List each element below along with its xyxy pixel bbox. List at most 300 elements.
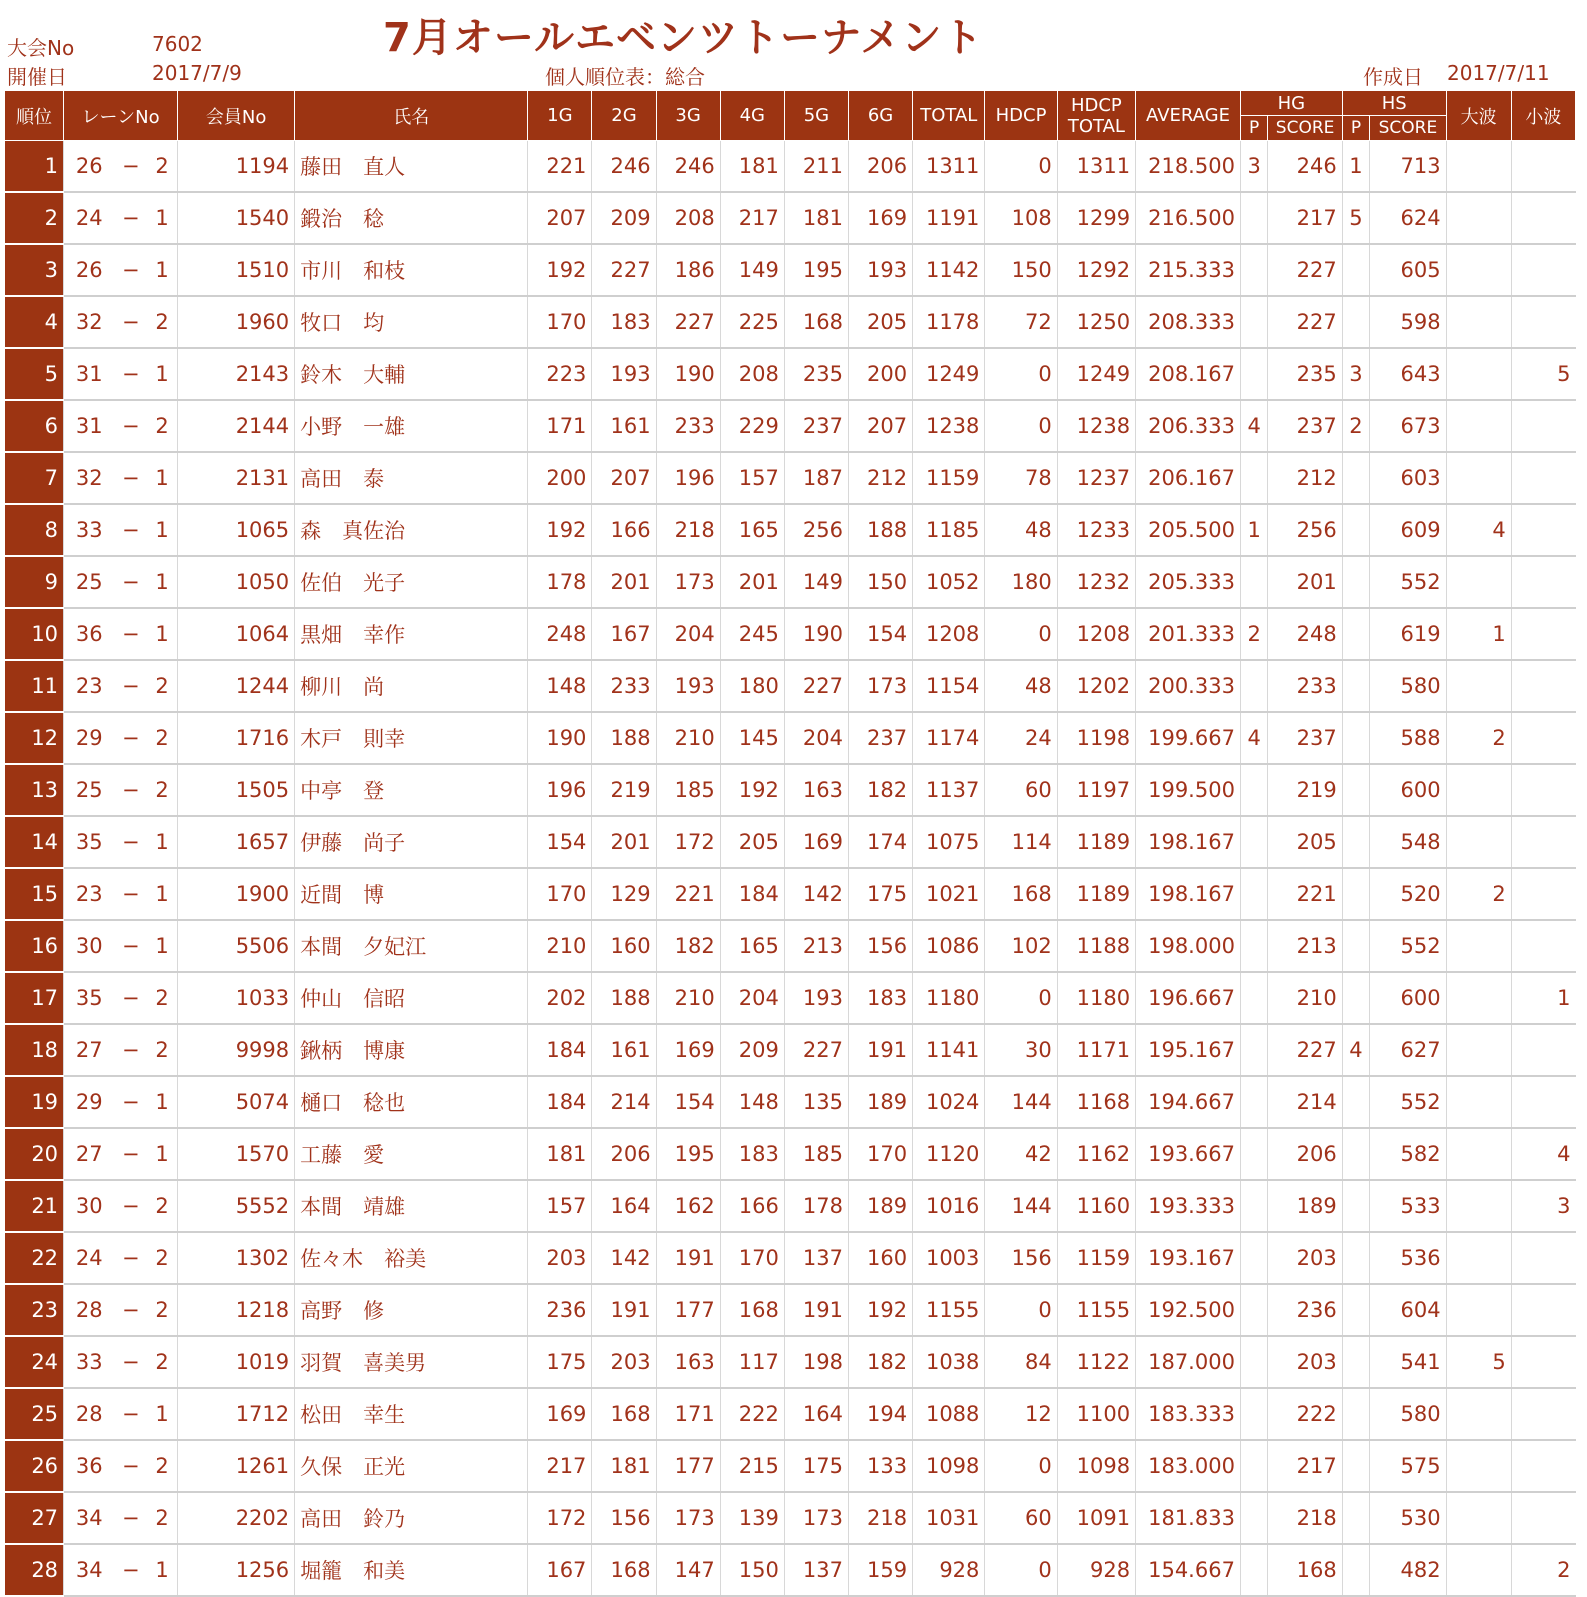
cell-g6: 133	[848, 1440, 912, 1492]
cell-hs-p	[1342, 452, 1369, 504]
cell-big-wave: 2	[1446, 868, 1511, 920]
cell-hdcp-total: 1189	[1057, 816, 1135, 868]
cell-g1: 200	[528, 452, 592, 504]
cell-hs-score: 600	[1370, 972, 1446, 1024]
cell-big-wave	[1446, 348, 1511, 400]
cell-lane: 34	[64, 1544, 115, 1596]
cell-g1: 196	[528, 764, 592, 816]
cell-hg-p	[1240, 296, 1267, 348]
cell-hdcp-total: 1171	[1057, 1024, 1135, 1076]
cell-name: 伊藤 尚子	[295, 816, 528, 868]
cell-g1: 170	[528, 868, 592, 920]
cell-hg-score: 203	[1268, 1336, 1342, 1388]
cell-lane-sub: 2	[147, 660, 178, 712]
lane-separator: −	[114, 1440, 147, 1492]
cell-name: 本間 夕妃江	[295, 920, 528, 972]
table-row	[5, 660, 1576, 712]
cell-hs-p	[1342, 244, 1369, 296]
cell-hs-score: 552	[1370, 1076, 1446, 1128]
cell-g2: 227	[592, 244, 656, 296]
cell-big-wave	[1446, 1544, 1511, 1596]
cell-g6: 169	[848, 192, 912, 244]
cell-hg-p	[1240, 1492, 1267, 1544]
table-row	[5, 1544, 1576, 1596]
table-row	[5, 348, 1576, 400]
cell-hs-score: 673	[1370, 400, 1446, 452]
cell-member-no: 1510	[178, 244, 295, 296]
cell-lane-sub: 1	[147, 1076, 178, 1128]
col-game-3: 3G	[656, 91, 720, 141]
cell-hdcp: 30	[985, 1024, 1057, 1076]
cell-rank: 23	[5, 1284, 64, 1336]
cell-g5: 227	[784, 1024, 848, 1076]
cell-lane-sub: 1	[147, 868, 178, 920]
cell-hs-p	[1342, 764, 1369, 816]
table-row	[5, 1128, 1576, 1180]
cell-hg-p	[1240, 1388, 1267, 1440]
col-hdcp-total	[1057, 91, 1135, 141]
cell-hs-p	[1342, 1336, 1369, 1388]
cell-g6: 205	[848, 296, 912, 348]
cell-hs-score: 713	[1370, 141, 1446, 193]
cell-small-wave	[1511, 660, 1575, 712]
cell-g5: 213	[784, 920, 848, 972]
cell-g5: 211	[784, 141, 848, 193]
cell-total: 1016	[913, 1180, 985, 1232]
cell-rank: 19	[5, 1076, 64, 1128]
cell-g5: 142	[784, 868, 848, 920]
table-row	[5, 1024, 1576, 1076]
cell-g6: 182	[848, 764, 912, 816]
cell-hg-p: 1	[1240, 504, 1267, 556]
cell-g1: 202	[528, 972, 592, 1024]
cell-g5: 198	[784, 1336, 848, 1388]
cell-member-no: 1540	[178, 192, 295, 244]
cell-total: 1154	[913, 660, 985, 712]
tournament-no: 7602	[152, 32, 203, 56]
cell-lane: 32	[64, 452, 115, 504]
cell-hdcp-total: 1159	[1057, 1232, 1135, 1284]
cell-big-wave	[1446, 1076, 1511, 1128]
col-game-5: 5G	[784, 91, 848, 141]
cell-g1: 203	[528, 1232, 592, 1284]
cell-g4: 145	[720, 712, 784, 764]
cell-g6: 188	[848, 504, 912, 556]
table-row	[5, 1180, 1576, 1232]
cell-g3: 196	[656, 452, 720, 504]
lane-separator: −	[114, 192, 147, 244]
cell-g3: 154	[656, 1076, 720, 1128]
cell-hs-score: 643	[1370, 348, 1446, 400]
cell-rank: 26	[5, 1440, 64, 1492]
cell-average: 193.167	[1136, 1232, 1241, 1284]
cell-member-no: 2202	[178, 1492, 295, 1544]
table-row	[5, 608, 1576, 660]
cell-hg-p	[1240, 244, 1267, 296]
cell-hg-score: 217	[1268, 192, 1342, 244]
col-member-no: 会員No	[178, 91, 295, 141]
cell-g4: 222	[720, 1388, 784, 1440]
cell-rank: 8	[5, 504, 64, 556]
cell-member-no: 5074	[178, 1076, 295, 1128]
report-type: 個人順位表：総合	[545, 65, 705, 89]
cell-g6: 192	[848, 1284, 912, 1336]
cell-g4: 209	[720, 1024, 784, 1076]
cell-member-no: 5506	[178, 920, 295, 972]
cell-g5: 178	[784, 1180, 848, 1232]
cell-g4: 217	[720, 192, 784, 244]
cell-small-wave	[1511, 764, 1575, 816]
col-lane: レーンNo	[64, 91, 178, 141]
cell-hg-score: 168	[1268, 1544, 1342, 1596]
cell-g6: 212	[848, 452, 912, 504]
cell-hs-score: 552	[1370, 556, 1446, 608]
cell-hdcp: 0	[985, 608, 1057, 660]
cell-hdcp: 0	[985, 1440, 1057, 1492]
cell-g2: 181	[592, 1440, 656, 1492]
table-row	[5, 244, 1576, 296]
cell-hg-score: 237	[1268, 400, 1342, 452]
cell-hdcp-total: 1299	[1057, 192, 1135, 244]
cell-rank: 24	[5, 1336, 64, 1388]
cell-hg-score: 233	[1268, 660, 1342, 712]
cell-small-wave	[1511, 192, 1575, 244]
cell-g4: 225	[720, 296, 784, 348]
cell-g5: 149	[784, 556, 848, 608]
cell-hg-score: 246	[1268, 141, 1342, 193]
cell-small-wave	[1511, 1284, 1575, 1336]
cell-lane-sub: 2	[147, 764, 178, 816]
cell-lane: 29	[64, 712, 115, 764]
cell-hg-p	[1240, 660, 1267, 712]
cell-g3: 173	[656, 556, 720, 608]
cell-g5: 173	[784, 1492, 848, 1544]
cell-lane: 36	[64, 608, 115, 660]
cell-lane-sub: 1	[147, 452, 178, 504]
cell-hs-score: 619	[1370, 608, 1446, 660]
cell-name: 鍛治 稔	[295, 192, 528, 244]
cell-g2: 209	[592, 192, 656, 244]
cell-g5: 163	[784, 764, 848, 816]
cell-member-no: 9998	[178, 1024, 295, 1076]
cell-hg-score: 227	[1268, 296, 1342, 348]
cell-g5: 204	[784, 712, 848, 764]
cell-hs-score: 627	[1370, 1024, 1446, 1076]
cell-hdcp: 78	[985, 452, 1057, 504]
cell-big-wave	[1446, 192, 1511, 244]
cell-rank: 15	[5, 868, 64, 920]
cell-average: 206.167	[1136, 452, 1241, 504]
cell-hs-score: 624	[1370, 192, 1446, 244]
cell-hdcp: 0	[985, 972, 1057, 1024]
lane-separator: −	[114, 972, 147, 1024]
cell-hg-p	[1240, 764, 1267, 816]
cell-g5: 168	[784, 296, 848, 348]
cell-g4: 208	[720, 348, 784, 400]
cell-rank: 27	[5, 1492, 64, 1544]
lane-separator: −	[114, 1544, 147, 1596]
cell-g5: 235	[784, 348, 848, 400]
cell-big-wave	[1446, 296, 1511, 348]
cell-hdcp-total: 1189	[1057, 868, 1135, 920]
cell-hdcp-total: 1091	[1057, 1492, 1135, 1544]
cell-average: 187.000	[1136, 1336, 1241, 1388]
cell-rank: 3	[5, 244, 64, 296]
cell-hg-score: 227	[1268, 244, 1342, 296]
cell-hdcp: 144	[985, 1076, 1057, 1128]
cell-hg-p: 4	[1240, 400, 1267, 452]
cell-total: 1155	[913, 1284, 985, 1336]
cell-g2: 233	[592, 660, 656, 712]
cell-hg-score: 205	[1268, 816, 1342, 868]
cell-small-wave	[1511, 1440, 1575, 1492]
cell-g2: 161	[592, 1024, 656, 1076]
cell-g3: 171	[656, 1388, 720, 1440]
cell-small-wave	[1511, 920, 1575, 972]
cell-g4: 201	[720, 556, 784, 608]
cell-small-wave	[1511, 296, 1575, 348]
cell-g1: 181	[528, 1128, 592, 1180]
cell-g6: 193	[848, 244, 912, 296]
cell-hdcp: 150	[985, 244, 1057, 296]
cell-rank: 22	[5, 1232, 64, 1284]
cell-rank: 20	[5, 1128, 64, 1180]
cell-lane: 30	[64, 1180, 115, 1232]
cell-lane-sub: 2	[147, 1180, 178, 1232]
cell-g3: 190	[656, 348, 720, 400]
cell-hs-p	[1342, 1128, 1369, 1180]
table-row	[5, 972, 1576, 1024]
cell-rank: 10	[5, 608, 64, 660]
cell-g2: 201	[592, 556, 656, 608]
cell-g6: 173	[848, 660, 912, 712]
cell-total: 1052	[913, 556, 985, 608]
lane-separator: −	[114, 452, 147, 504]
table-row	[5, 816, 1576, 868]
cell-hg-score: 203	[1268, 1232, 1342, 1284]
cell-small-wave: 4	[1511, 1128, 1575, 1180]
cell-name: 藤田 直人	[295, 141, 528, 193]
cell-hs-p: 5	[1342, 192, 1369, 244]
cell-lane-sub: 2	[147, 1024, 178, 1076]
cell-g1: 236	[528, 1284, 592, 1336]
cell-hs-score: 541	[1370, 1336, 1446, 1388]
cell-lane-sub: 1	[147, 1128, 178, 1180]
cell-name: 森 真佐治	[295, 504, 528, 556]
cell-small-wave	[1511, 868, 1575, 920]
cell-g1: 248	[528, 608, 592, 660]
cell-hdcp-total: 928	[1057, 1544, 1135, 1596]
cell-hg-p	[1240, 1076, 1267, 1128]
cell-average: 201.333	[1136, 608, 1241, 660]
cell-g1: 190	[528, 712, 592, 764]
cell-hs-p	[1342, 1180, 1369, 1232]
cell-g4: 245	[720, 608, 784, 660]
cell-g3: 147	[656, 1544, 720, 1596]
cell-lane: 35	[64, 972, 115, 1024]
cell-hs-p: 2	[1342, 400, 1369, 452]
cell-g4: 168	[720, 1284, 784, 1336]
cell-hg-score: 221	[1268, 868, 1342, 920]
cell-hs-p	[1342, 1492, 1369, 1544]
cell-total: 1238	[913, 400, 985, 452]
cell-hg-score: 201	[1268, 556, 1342, 608]
lane-separator: −	[114, 660, 147, 712]
cell-small-wave	[1511, 816, 1575, 868]
cell-name: 木戸 則幸	[295, 712, 528, 764]
cell-g6: 150	[848, 556, 912, 608]
cell-hdcp: 102	[985, 920, 1057, 972]
col-hs-score: SCORE	[1370, 116, 1446, 141]
cell-g2: 188	[592, 712, 656, 764]
cell-big-wave	[1446, 1024, 1511, 1076]
cell-hs-score: 530	[1370, 1492, 1446, 1544]
cell-lane: 28	[64, 1388, 115, 1440]
cell-small-wave	[1511, 400, 1575, 452]
cell-g2: 214	[592, 1076, 656, 1128]
cell-average: 183.333	[1136, 1388, 1241, 1440]
cell-g6: 154	[848, 608, 912, 660]
cell-name: 黒畑 幸作	[295, 608, 528, 660]
table-row	[5, 192, 1576, 244]
cell-hdcp-total: 1188	[1057, 920, 1135, 972]
cell-g5: 237	[784, 400, 848, 452]
cell-hg-score: 227	[1268, 1024, 1342, 1076]
cell-member-no: 1065	[178, 504, 295, 556]
cell-big-wave	[1446, 1284, 1511, 1336]
created-label: 作成日	[1363, 65, 1423, 89]
cell-small-wave: 1	[1511, 972, 1575, 1024]
cell-total: 928	[913, 1544, 985, 1596]
cell-g5: 175	[784, 1440, 848, 1492]
cell-hs-p: 3	[1342, 348, 1369, 400]
cell-g6: 160	[848, 1232, 912, 1284]
lane-separator: −	[114, 1232, 147, 1284]
cell-big-wave	[1446, 1440, 1511, 1492]
cell-lane-sub: 1	[147, 556, 178, 608]
cell-g3: 185	[656, 764, 720, 816]
col-hs: HS	[1342, 91, 1446, 116]
cell-hdcp-total: 1160	[1057, 1180, 1135, 1232]
cell-lane: 29	[64, 1076, 115, 1128]
cell-hs-score: 536	[1370, 1232, 1446, 1284]
cell-g2: 206	[592, 1128, 656, 1180]
cell-small-wave	[1511, 608, 1575, 660]
cell-hdcp-total: 1292	[1057, 244, 1135, 296]
lane-separator: −	[114, 1492, 147, 1544]
lane-separator: −	[114, 296, 147, 348]
cell-member-no: 2143	[178, 348, 295, 400]
cell-total: 1086	[913, 920, 985, 972]
col-game-4: 4G	[720, 91, 784, 141]
cell-g3: 173	[656, 1492, 720, 1544]
cell-rank: 7	[5, 452, 64, 504]
tournament-no-label: 大会No	[7, 36, 75, 60]
cell-g1: 221	[528, 141, 592, 193]
col-hdcp-total-line2: TOTAL	[1067, 115, 1125, 137]
cell-g6: 170	[848, 1128, 912, 1180]
cell-member-no: 1033	[178, 972, 295, 1024]
cell-lane-sub: 1	[147, 244, 178, 296]
cell-name: 市川 和枝	[295, 244, 528, 296]
cell-hs-p	[1342, 1440, 1369, 1492]
cell-hdcp: 60	[985, 1492, 1057, 1544]
cell-name: 高田 鈴乃	[295, 1492, 528, 1544]
cell-hs-score: 582	[1370, 1128, 1446, 1180]
table-row	[5, 1284, 1576, 1336]
cell-total: 1180	[913, 972, 985, 1024]
cell-g4: 204	[720, 972, 784, 1024]
cell-hdcp: 0	[985, 141, 1057, 193]
cell-name: 本間 靖雄	[295, 1180, 528, 1232]
cell-hs-p	[1342, 296, 1369, 348]
cell-big-wave: 4	[1446, 504, 1511, 556]
cell-g2: 193	[592, 348, 656, 400]
cell-hdcp: 114	[985, 816, 1057, 868]
cell-hs-score: 604	[1370, 1284, 1446, 1336]
cell-hs-score: 575	[1370, 1440, 1446, 1492]
lane-separator: −	[114, 556, 147, 608]
cell-hs-p	[1342, 1388, 1369, 1440]
cell-hs-score: 588	[1370, 712, 1446, 764]
cell-hs-score: 533	[1370, 1180, 1446, 1232]
cell-small-wave	[1511, 1024, 1575, 1076]
cell-hs-p	[1342, 868, 1369, 920]
cell-small-wave	[1511, 1232, 1575, 1284]
cell-hg-score: 256	[1268, 504, 1342, 556]
cell-g4: 150	[720, 1544, 784, 1596]
cell-hs-p	[1342, 972, 1369, 1024]
cell-lane-sub: 1	[147, 1544, 178, 1596]
page-title: 7月オールエベンツトーナメント	[383, 15, 984, 61]
cell-hg-p: 2	[1240, 608, 1267, 660]
cell-small-wave	[1511, 556, 1575, 608]
cell-hdcp-total: 1311	[1057, 141, 1135, 193]
cell-member-no: 1244	[178, 660, 295, 712]
cell-big-wave	[1446, 556, 1511, 608]
cell-hdcp: 0	[985, 348, 1057, 400]
cell-rank: 9	[5, 556, 64, 608]
cell-small-wave	[1511, 1388, 1575, 1440]
cell-g2: 219	[592, 764, 656, 816]
cell-g1: 170	[528, 296, 592, 348]
cell-average: 181.833	[1136, 1492, 1241, 1544]
table-row	[5, 1492, 1576, 1544]
cell-average: 198.167	[1136, 816, 1241, 868]
cell-g2: 161	[592, 400, 656, 452]
cell-hg-score: 214	[1268, 1076, 1342, 1128]
cell-hs-p	[1342, 712, 1369, 764]
cell-total: 1024	[913, 1076, 985, 1128]
cell-rank: 12	[5, 712, 64, 764]
cell-rank: 2	[5, 192, 64, 244]
cell-g2: 188	[592, 972, 656, 1024]
cell-hs-score: 609	[1370, 504, 1446, 556]
cell-hg-score: 219	[1268, 764, 1342, 816]
cell-g6: 174	[848, 816, 912, 868]
cell-average: 216.500	[1136, 192, 1241, 244]
cell-g5: 137	[784, 1544, 848, 1596]
cell-total: 1159	[913, 452, 985, 504]
cell-hdcp-total: 1168	[1057, 1076, 1135, 1128]
lane-separator: −	[114, 1076, 147, 1128]
cell-average: 199.500	[1136, 764, 1241, 816]
cell-member-no: 1302	[178, 1232, 295, 1284]
cell-g1: 175	[528, 1336, 592, 1388]
cell-big-wave	[1446, 1180, 1511, 1232]
created-date: 2017/7/11	[1447, 61, 1550, 85]
cell-average: 192.500	[1136, 1284, 1241, 1336]
